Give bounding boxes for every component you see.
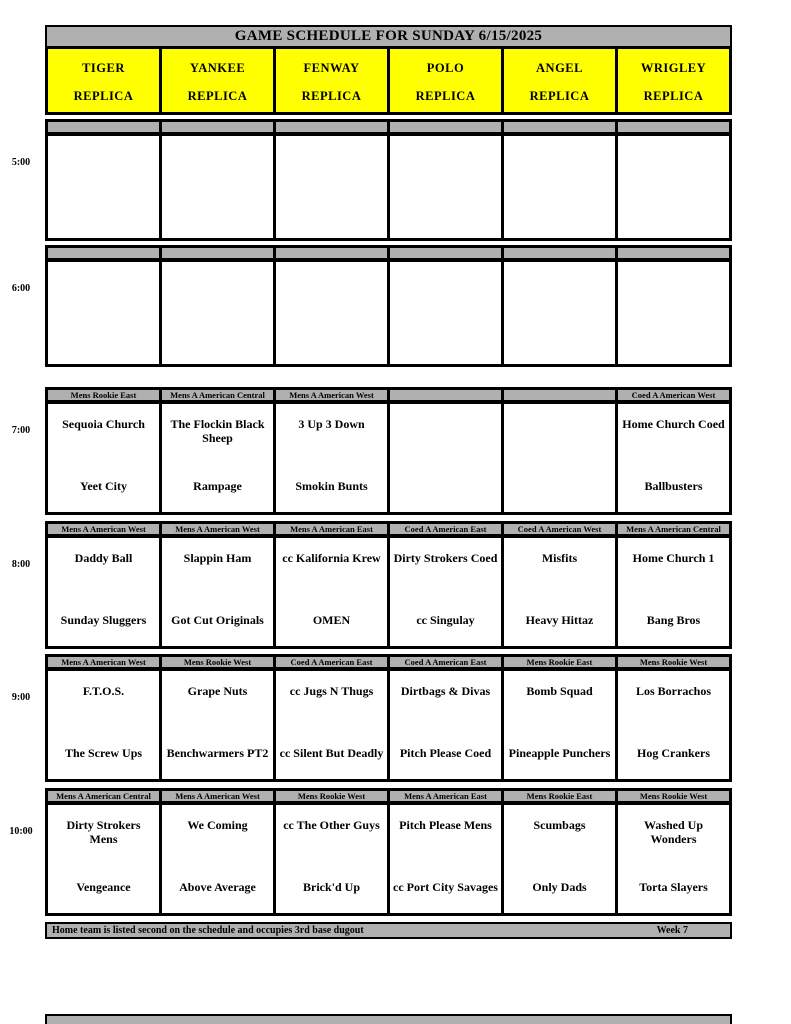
timeslot-9-00: [11, 654, 732, 782]
away-team: Dirty Strokers Mens: [66, 818, 141, 846]
home-team: Pineapple Punchers: [508, 746, 611, 761]
timeslot-5-00: [11, 119, 732, 241]
game-cell: [48, 538, 159, 646]
league-cell: [48, 122, 159, 132]
league-cell: [504, 122, 615, 132]
home-team: cc Singulay: [416, 613, 475, 628]
away-team: Grape Nuts: [187, 684, 248, 698]
time-label: 5:00: [11, 157, 31, 168]
field-header-yankee: [162, 49, 273, 112]
away-team: Daddy Ball: [74, 551, 133, 565]
home-team: Pitch Please Coed: [399, 746, 492, 761]
field-header-angel: [504, 49, 615, 112]
timeslot-10-00: [9, 788, 732, 916]
field-type: REPLICA: [643, 89, 704, 103]
away-team: Scumbags: [533, 818, 586, 832]
time-label: 9:00: [11, 692, 31, 703]
field-name: ANGEL: [536, 61, 583, 75]
game-cell: [162, 404, 273, 512]
game-cell: [48, 262, 159, 364]
game-cell: [504, 136, 615, 238]
away-team: Washed Up Wonders: [643, 818, 704, 846]
games-row: [45, 802, 732, 916]
field-type: REPLICA: [529, 89, 590, 103]
game-cell: [504, 805, 615, 913]
home-team: Hog Crankers: [637, 746, 710, 761]
home-team: Vengeance: [76, 880, 131, 895]
game-cell: [390, 262, 501, 364]
field-header-tiger: [48, 49, 159, 112]
field-name: WRIGLEY: [640, 61, 707, 75]
time-label: 10:00: [9, 826, 33, 837]
game-cell: [618, 262, 729, 364]
games-row: [45, 401, 732, 515]
game-cell: [390, 805, 501, 913]
away-team: We Coming: [187, 818, 248, 832]
games-row: [45, 535, 732, 649]
away-team: Bomb Squad: [526, 684, 593, 698]
away-team: Dirty Strokers Coed: [393, 551, 498, 565]
away-team: Los Borrachos: [636, 684, 711, 698]
league-cell: Coed A American West: [504, 524, 615, 534]
away-team: 3 Up 3 Down: [298, 417, 365, 431]
field-name: FENWAY: [303, 61, 360, 75]
home-team: Only Dads: [532, 880, 587, 895]
games-row: [45, 668, 732, 782]
field-header-row: [45, 46, 732, 115]
league-cell: Coed A American East: [276, 657, 387, 667]
field-header-polo: [390, 49, 501, 112]
game-cell: [618, 404, 729, 512]
game-cell: [504, 538, 615, 646]
league-cell: [162, 248, 273, 258]
game-cell: [276, 671, 387, 779]
field-type: REPLICA: [301, 89, 362, 103]
league-cell: Mens Rookie West: [276, 791, 387, 801]
game-cell: [618, 671, 729, 779]
home-team: Bang Bros: [646, 613, 701, 628]
home-team: Brick'd Up: [302, 880, 360, 895]
away-team: cc The Other Guys: [283, 818, 380, 832]
time-label: 7:00: [11, 425, 31, 436]
games-row: [45, 133, 732, 241]
timeslot-6-00: [11, 245, 732, 367]
league-cell: Mens A American West: [48, 657, 159, 667]
away-team: cc Jugs N Thugs: [289, 684, 374, 698]
field-name: YANKEE: [189, 61, 246, 75]
game-cell: [504, 262, 615, 364]
league-cell: Mens A American East: [276, 524, 387, 534]
league-cell: Mens A American West: [162, 524, 273, 534]
home-team: cc Port City Savages: [393, 880, 498, 895]
game-cell: [618, 538, 729, 646]
league-cell: [390, 390, 501, 400]
game-cell: [618, 136, 729, 238]
away-team: Sequoia Church: [62, 417, 145, 431]
league-cell: Mens A American Central: [618, 524, 729, 534]
home-team: Heavy Hittaz: [525, 613, 594, 628]
game-cell: [276, 136, 387, 238]
game-cell: [162, 671, 273, 779]
league-cell: [162, 122, 273, 132]
away-team: Slappin Ham: [183, 551, 252, 565]
game-cell: [390, 136, 501, 238]
schedule-title: GAME SCHEDULE FOR SUNDAY 6/15/2025: [45, 25, 732, 48]
game-cell: [276, 805, 387, 913]
home-team: cc Silent But Deadly: [279, 746, 384, 761]
home-team: Rampage: [193, 479, 242, 494]
league-cell: Mens A American East: [390, 791, 501, 801]
away-team: The Flockin Black Sheep: [170, 417, 265, 445]
field-type: REPLICA: [73, 89, 134, 103]
league-cell: [276, 248, 387, 258]
league-cell: [276, 122, 387, 132]
game-cell: [504, 404, 615, 512]
game-cell: [162, 805, 273, 913]
league-cell: Mens A American West: [162, 791, 273, 801]
game-cell: [390, 538, 501, 646]
league-cell: Mens Rookie West: [618, 657, 729, 667]
field-name: TIGER: [82, 61, 125, 75]
away-team: Home Church Coed: [622, 417, 725, 431]
timeslot-8-00: [11, 521, 732, 649]
game-cell: [276, 404, 387, 512]
league-cell: [618, 248, 729, 258]
game-cell: [618, 805, 729, 913]
league-cell: Mens A American Central: [162, 390, 273, 400]
time-label: 6:00: [11, 283, 31, 294]
home-team: Got Cut Originals: [171, 613, 264, 628]
league-cell: Coed A American East: [390, 657, 501, 667]
home-team: Above Average: [179, 880, 256, 895]
game-cell: [390, 671, 501, 779]
game-cell: [276, 538, 387, 646]
footer-note: Home team is listed second on the schedule and occupies 3rd base dugout: [52, 925, 364, 936]
league-cell: Mens A American West: [276, 390, 387, 400]
game-cell: [162, 538, 273, 646]
home-team: OMEN: [312, 613, 351, 628]
home-team: Smokin Bunts: [295, 479, 368, 494]
game-cell: [48, 671, 159, 779]
game-cell: [48, 404, 159, 512]
game-cell: [48, 136, 159, 238]
schedule-sheet: [9, 25, 732, 939]
games-row: [45, 259, 732, 367]
away-team: Dirtbags & Divas: [400, 684, 491, 698]
league-cell: [390, 248, 501, 258]
league-cell: Mens A American Central: [48, 791, 159, 801]
league-cell: Mens Rookie West: [618, 791, 729, 801]
field-type: REPLICA: [415, 89, 476, 103]
time-label: 8:00: [11, 559, 31, 570]
field-header-wrigley: [618, 49, 729, 112]
timeslot-7-00: [11, 387, 732, 515]
away-team: Home Church 1: [632, 551, 715, 565]
league-cell: [48, 248, 159, 258]
league-cell: [390, 122, 501, 132]
home-team: Ballbusters: [644, 479, 703, 494]
field-type: REPLICA: [187, 89, 248, 103]
home-team: The Screw Ups: [64, 746, 143, 761]
league-cell: Mens Rookie East: [504, 791, 615, 801]
home-team: Torta Slayers: [639, 880, 708, 895]
away-team: Pitch Please Mens: [399, 818, 492, 832]
league-cell: [504, 390, 615, 400]
week-label: Week 7: [656, 925, 688, 936]
game-cell: [48, 805, 159, 913]
bottom-strip: [45, 1014, 732, 1024]
league-cell: [618, 122, 729, 132]
league-cell: Mens A American West: [48, 524, 159, 534]
footer-bar: [45, 922, 732, 939]
home-team: Yeet City: [80, 479, 127, 494]
league-cell: Mens Rookie West: [162, 657, 273, 667]
game-cell: [162, 262, 273, 364]
home-team: Benchwarmers PT2: [166, 746, 269, 761]
game-cell: [504, 671, 615, 779]
game-cell: [390, 404, 501, 512]
field-header-fenway: [276, 49, 387, 112]
home-team: Sunday Sluggers: [60, 613, 147, 628]
league-cell: [504, 248, 615, 258]
away-team: F.T.O.S.: [82, 684, 125, 698]
field-name: POLO: [426, 61, 465, 75]
away-team: Misfits: [541, 551, 578, 565]
league-cell: Coed A American East: [390, 524, 501, 534]
away-team: cc Kalifornia Krew: [282, 551, 381, 565]
league-cell: Mens Rookie East: [504, 657, 615, 667]
game-cell: [276, 262, 387, 364]
league-cell: Coed A American West: [618, 390, 729, 400]
league-cell: Mens Rookie East: [48, 390, 159, 400]
game-cell: [162, 136, 273, 238]
